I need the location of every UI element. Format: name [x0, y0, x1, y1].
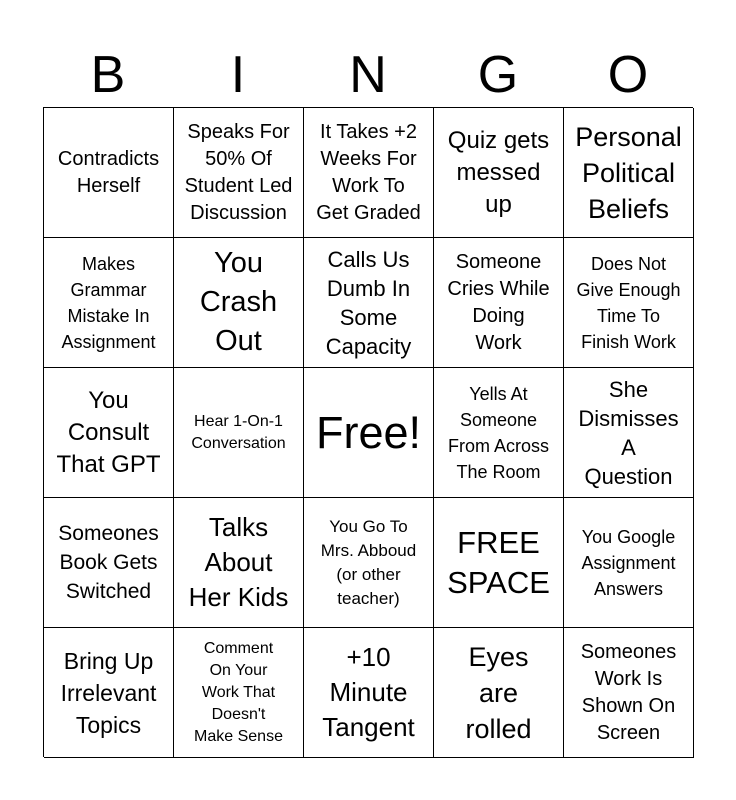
bingo-cell-text: Hear 1-On-1 Conversation — [191, 412, 286, 452]
bingo-cell-r3-c4[interactable] — [434, 368, 564, 498]
bingo-cell-text: Quiz gets messed up — [447, 126, 550, 218]
bingo-cell-r2-c3[interactable] — [304, 238, 434, 368]
bingo-cell-r3-c1[interactable] — [44, 368, 174, 498]
bingo-cell-r4-c1[interactable] — [44, 498, 174, 628]
bingo-cell-text: Bring Up Irrelevant Topics — [60, 647, 157, 738]
bingo-cell-text: Someones Work Is Shown On Screen — [580, 640, 677, 744]
bingo-cell-r2-c2[interactable] — [174, 238, 304, 368]
bingo-cell-text: You Crash Out — [199, 247, 278, 357]
bingo-cell-r5-c3[interactable] — [304, 628, 434, 758]
bingo-cell-r1-c2[interactable] — [174, 108, 304, 238]
header-letter-n: N — [349, 46, 387, 104]
bingo-cell-r3-c5[interactable] — [564, 368, 694, 498]
bingo-cell-text: Yells At Someone From Across The Room — [447, 383, 549, 482]
header-letter-g: G — [477, 46, 519, 104]
bingo-cell-text: Calls Us Dumb In Some Capacity — [325, 246, 412, 359]
bingo-cell-text: Speaks For 50% Of Student Led Discussion — [184, 120, 293, 224]
bingo-cell-text: Contradicts Herself — [57, 147, 160, 197]
bingo-cell-r5-c1[interactable] — [44, 628, 174, 758]
bingo-cell-r3-c3[interactable] — [304, 368, 434, 498]
bingo-cell-text: Free! — [315, 406, 422, 458]
bingo-cell-text: She Dismisses A Question — [578, 376, 679, 489]
bingo-cell-r2-c4[interactable] — [434, 238, 564, 368]
bingo-cell-r1-c3[interactable] — [304, 108, 434, 238]
bingo-cell-text: It Takes +2 Weeks For Work To Get Graded — [316, 120, 421, 224]
bingo-cell-text: You Go To Mrs. Abboud (or other teacher) — [320, 516, 417, 608]
bingo-cell-text: Personal Political Beliefs — [575, 121, 682, 224]
bingo-cell-r2-c5[interactable] — [564, 238, 694, 368]
bingo-cell-r1-c1[interactable] — [44, 108, 174, 238]
bingo-cell-text: Talks About Her Kids — [188, 512, 289, 612]
bingo-cell-r4-c4[interactable] — [434, 498, 564, 628]
bingo-cell-text: Eyes are rolled — [465, 641, 532, 744]
bingo-cell-r4-c5[interactable] — [564, 498, 694, 628]
bingo-cell-text: FREE SPACE — [447, 524, 550, 600]
bingo-grid — [43, 107, 693, 757]
bingo-cell-r2-c1[interactable] — [44, 238, 174, 368]
bingo-cell-text: +10 Minute Tangent — [322, 642, 415, 742]
bingo-cell-r4-c2[interactable] — [174, 498, 304, 628]
bingo-cell-r5-c5[interactable] — [564, 628, 694, 758]
header-letter-o: O — [607, 46, 649, 104]
bingo-cell-text: Someone Cries While Doing Work — [447, 250, 550, 354]
bingo-cell-text: Makes Grammar Mistake In Assignment — [61, 253, 156, 352]
bingo-cell-r3-c2[interactable] — [174, 368, 304, 498]
bingo-cell-r5-c2[interactable] — [174, 628, 304, 758]
header-letter-i: I — [230, 46, 246, 104]
bingo-cell-text: Someones Book Gets Switched — [58, 522, 159, 603]
bingo-header — [43, 44, 693, 106]
bingo-cell-text: Comment On Your Work That Doesn't Make Sense — [194, 639, 283, 745]
bingo-cell-r4-c3[interactable] — [304, 498, 434, 628]
bingo-cell-text: Does Not Give Enough Time To Finish Work — [576, 253, 681, 352]
bingo-cell-text: You Consult That GPT — [56, 386, 161, 478]
bingo-cell-r1-c5[interactable] — [564, 108, 694, 238]
bingo-cell-r1-c4[interactable] — [434, 108, 564, 238]
bingo-cell-text: You Google Assignment Answers — [581, 526, 676, 599]
header-letter-b: B — [90, 46, 126, 104]
bingo-cell-r5-c4[interactable] — [434, 628, 564, 758]
